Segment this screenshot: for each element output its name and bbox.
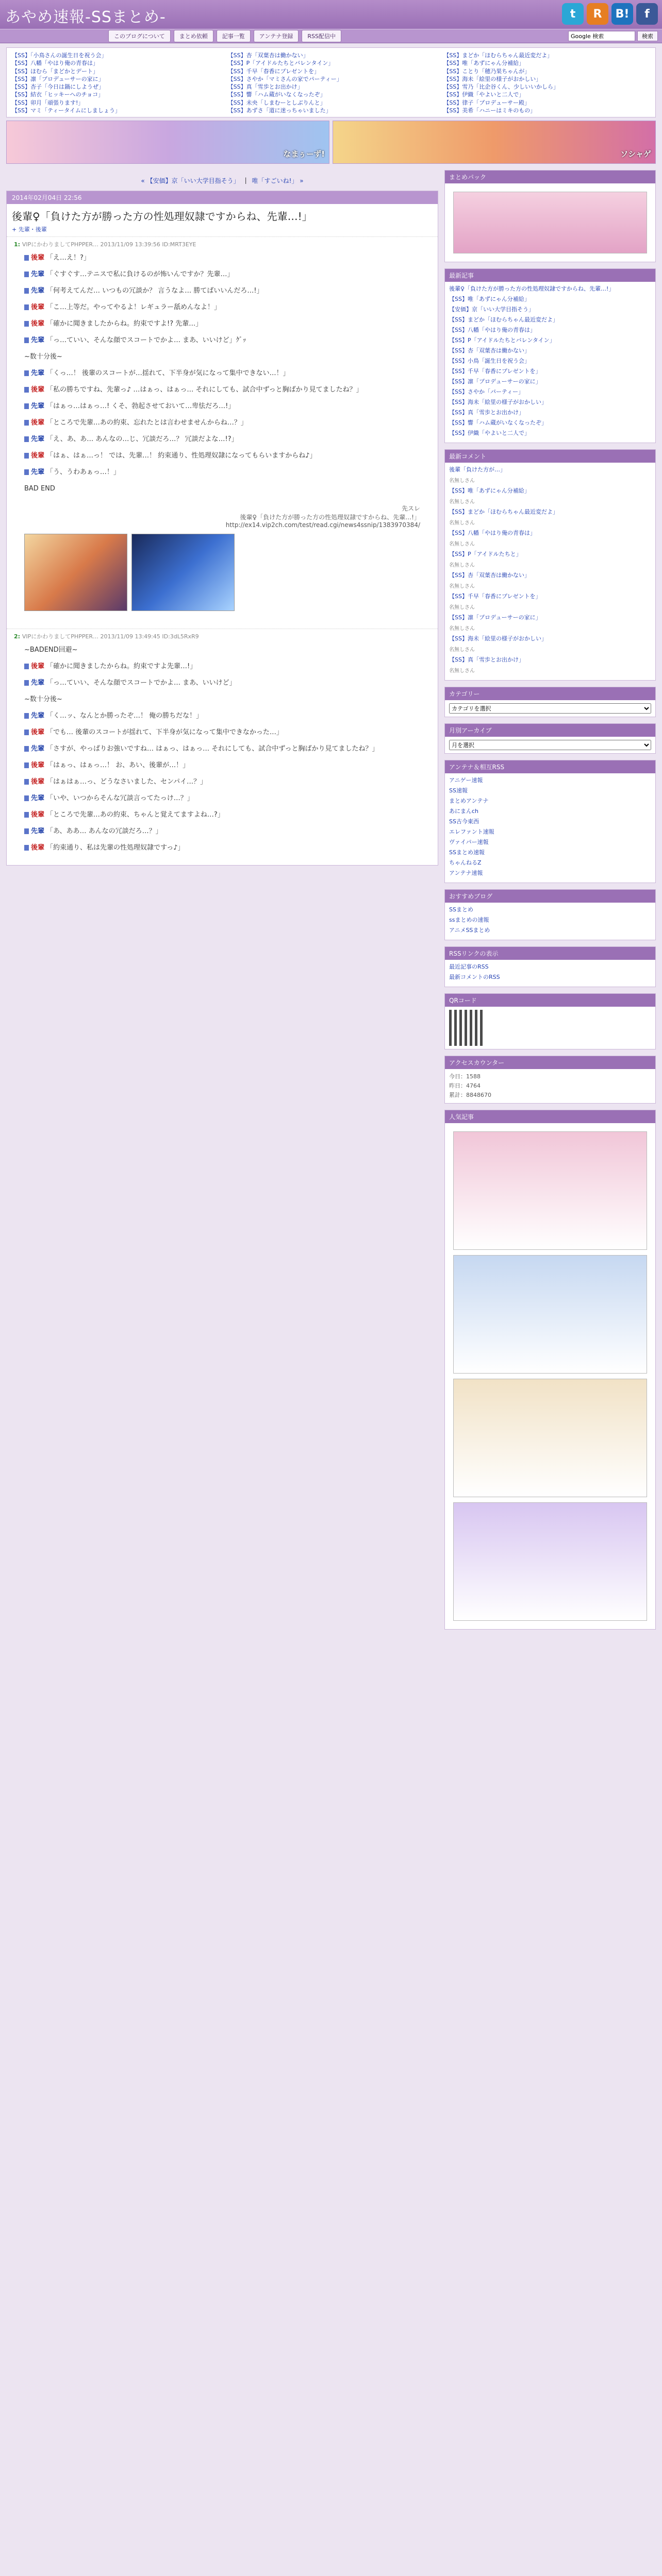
sidebar — [444, 170, 656, 1636]
dialogue-line — [24, 352, 420, 362]
top-link[interactable]: 【SS】P「アイドルたちとバレンタイン」 — [227, 60, 334, 67]
sidebar-body — [445, 463, 655, 680]
response-block — [7, 629, 438, 865]
dialogue-line — [24, 468, 420, 477]
recommended-blog-link[interactable]: アニメSSまとめ — [449, 927, 490, 934]
post-title[interactable]: 後輩♀「負けた方が勝った方の性処理奴隷ですからね、先輩…!」 — [12, 210, 312, 223]
dialogue-text: 「くっ…！ 後輩のスコートが…揺れて、下半身が気になって集中できない…！」 — [46, 369, 290, 377]
speech-marker-icon — [24, 288, 29, 294]
archive-select[interactable] — [449, 740, 651, 750]
top-link[interactable]: 【SS】八幡「やはり俺の青春は」 — [12, 60, 98, 67]
speaker-name: 先輩 — [31, 827, 45, 835]
speaker-name: 後輩 — [31, 761, 45, 769]
speech-marker-icon — [24, 828, 29, 834]
top-link[interactable]: 【SS】マミ「ティータイムにしましょう」 — [12, 107, 121, 114]
speaker-name: 後輩 — [31, 386, 45, 394]
recent-post-link[interactable]: 【安価】京「いい大学目指そう」 — [449, 306, 534, 313]
response-header — [14, 240, 431, 248]
dialogue-text: 「ところで先輩…あの約束、ちゃんと覚えてますよね…?」 — [46, 811, 224, 819]
top-link[interactable]: 【SS】千早「春香にプレゼントを」 — [227, 67, 320, 75]
sidebar-antenna — [444, 760, 656, 883]
speech-marker-icon — [24, 713, 29, 719]
recent-post-link[interactable]: 【SS】さやか「パーティー」 — [449, 388, 524, 395]
comment-post-link[interactable]: 【SS】杏「双葉杏は働かない」 — [449, 572, 530, 579]
dialogue-line — [24, 843, 420, 853]
dialogue-line — [24, 695, 420, 704]
dialogue-line — [24, 451, 420, 461]
post-category[interactable]: + 先輩・後輩 — [12, 226, 47, 233]
antenna-link[interactable]: ちゃんねるZ — [449, 859, 482, 866]
dialogue-text: 「う、うわあぁっ…！」 — [46, 468, 120, 476]
recent-post-link[interactable]: 【SS】小鳥「誕生日を祝う会」 — [449, 358, 530, 364]
dialogue-text: 「いや、いつからそんな冗談言ってたっけ…？」 — [46, 794, 194, 802]
dialogue-line — [24, 253, 420, 263]
top-link[interactable]: 【SS】杏「双葉杏は働かない」 — [227, 52, 309, 59]
dialogue-line — [24, 402, 420, 411]
sidebar-heading: 月別アーカイブ — [445, 724, 655, 737]
banner-row — [6, 121, 656, 164]
sidebar-heading: QRコード — [445, 994, 655, 1007]
recent-post-link[interactable]: 【SS】P「アイドルたちとバレンタイン」 — [449, 337, 555, 344]
dialogue-line — [24, 728, 420, 737]
speech-marker-icon — [24, 403, 29, 409]
dialogue-text: 「確かに聞きましたからね。約束ですよ!? 先輩…」 — [46, 320, 203, 328]
top-link[interactable]: 【SS】あずさ「道に迷っちゃいました」 — [227, 107, 332, 114]
top-link[interactable]: 【SS】卯月「頑張ります!」 — [12, 99, 84, 106]
sidebar-recommended — [444, 889, 656, 940]
speech-marker-icon — [24, 664, 29, 669]
thread-link-caption: 先スレ 後輩♀「負けた方が勝った方の性処理奴隷ですからね、先輩…!」 http://ex14.vip2ch.com/test/read.cgi/news4ssnip/1383970384/ — [225, 505, 420, 529]
recent-post-link[interactable]: 【SS】八幡「やはり俺の青春は」 — [449, 327, 536, 333]
comment-post-link[interactable]: 【SS】唯「あずにゃん分補給」 — [449, 487, 530, 494]
image-row — [24, 534, 420, 611]
sidebar-profile — [444, 170, 656, 262]
banner-label: なまぅーず! — [283, 149, 325, 159]
comment-author: 名無しさん — [449, 605, 475, 611]
speech-marker-icon — [24, 272, 29, 277]
sidebar-archive — [444, 723, 656, 754]
comment-post-link[interactable]: 【SS】凛「プロデューサーの家に」 — [449, 614, 541, 621]
nav-request[interactable]: まとめ依頼 — [174, 30, 213, 42]
comment-post-link[interactable]: 【SS】千早「春香にプレゼントを」 — [449, 593, 541, 600]
sidebar-category — [444, 687, 656, 717]
speaker-name: 先輩 — [31, 745, 45, 753]
response-header — [14, 632, 431, 640]
sidebar-heading: RSSリンクの表示 — [445, 947, 655, 960]
sidebar-access — [444, 1056, 656, 1104]
dialogue-text: 「ところで先輩…あの約束、忘れたとは言わせませんからね…？」 — [46, 419, 247, 427]
sidebar-heading: 人気記事 — [445, 1110, 655, 1123]
speech-marker-icon — [24, 779, 29, 785]
qr-code-image — [449, 1010, 485, 1046]
sidebar-body — [445, 960, 655, 987]
speaker-name: 先輩 — [31, 468, 45, 476]
search-button[interactable]: 検索 — [637, 31, 658, 41]
top-link[interactable]: 【SS】ほむら「まどかとデート」 — [12, 67, 98, 75]
rss-link[interactable]: 最近記事のRSS — [449, 963, 489, 970]
speaker-name: 先輩 — [31, 435, 45, 443]
dialogue-text: 「ぐすぐす…テニスで私に負けるのが怖いんですか？先輩…」 — [46, 270, 234, 278]
dialogue-text: BAD END — [24, 485, 55, 493]
dialogue-text: 「約束通り、私は先輩の性処理奴隷ですっ♪」 — [46, 844, 185, 852]
illustration-image[interactable] — [131, 534, 235, 611]
next-article-link[interactable]: 唯「すごいね!」 » — [252, 177, 304, 184]
rss-link[interactable]: 最新コメントのRSS — [449, 974, 500, 980]
sidebar-body — [445, 1123, 655, 1629]
dialogue-text: ~BADEND回避~ — [24, 646, 78, 654]
dialogue-line — [24, 418, 420, 428]
pager-separator: | — [244, 177, 247, 184]
nav-antenna[interactable]: アンテナ登録 — [254, 30, 299, 42]
responses — [7, 236, 438, 865]
top-link[interactable]: 【SS】唯「あずにゃん分補給」 — [443, 60, 525, 67]
antenna-link[interactable]: SS速報 — [449, 787, 468, 794]
speaker-name: 後輩 — [31, 254, 45, 262]
recent-post-link[interactable]: 【SS】海未「絵里の様子がおかしい」 — [449, 399, 547, 405]
sidebar-body — [445, 773, 655, 883]
dialogue-line — [24, 270, 420, 279]
speech-marker-icon — [24, 795, 29, 801]
top-link[interactable]: 【SS】さやか「マミさんの家でパーティー」 — [227, 75, 342, 82]
sidebar-recent — [444, 268, 656, 443]
comment-author: 名無しさん — [449, 584, 475, 589]
dialogue-line — [24, 662, 420, 671]
dialogue-line — [24, 777, 420, 787]
speech-marker-icon — [24, 370, 29, 376]
speaker-name: 後輩 — [31, 778, 45, 786]
dialogue-text: 「こ…上等だ。やってやるよ！レギュラー舐めんなよ！」 — [46, 303, 221, 311]
top-link[interactable]: 【SS】海未「絵里の様子がおかしい」 — [443, 75, 542, 82]
rss-icon[interactable]: R — [587, 3, 608, 25]
recent-post-link[interactable]: 【SS】響「ハム蔵がいなくなったぞ」 — [449, 419, 547, 426]
speech-marker-icon — [24, 680, 29, 686]
dialogue-text: ~数十分後~ — [24, 353, 62, 361]
sidebar-ad-image[interactable] — [453, 1255, 647, 1374]
speech-marker-icon — [24, 436, 29, 442]
antenna-link[interactable]: アンテナ速報 — [449, 870, 483, 876]
speaker-name: 先輩 — [31, 794, 45, 802]
dialogue-text: 「え、あ、あ… あんなの…じ、冗談だろ…？ 冗談だよな…!?」 — [46, 435, 238, 443]
nav-about[interactable]: このブログについて — [108, 30, 171, 42]
dialogue-line — [24, 744, 420, 754]
comment-post-link[interactable]: 【SS】八幡「やはり俺の青春は」 — [449, 530, 536, 536]
top-link[interactable]: 【SS】杏子「今日は鍋にしようぜ」 — [12, 83, 104, 90]
response-number[interactable]: 1: — [14, 241, 22, 248]
top-link[interactable]: 【SS】雪乃「比企谷くん、少しいいかしら」 — [443, 83, 559, 90]
banner-label: ソシャゲ — [620, 149, 651, 159]
recommended-blog-link[interactable]: SSまとめ — [449, 906, 473, 913]
antenna-link[interactable]: アニゲー速報 — [449, 777, 483, 784]
speaker-name: 後輩 — [31, 452, 45, 460]
sidebar-body — [445, 737, 655, 753]
sidebar-ad-image[interactable] — [453, 1379, 647, 1497]
speaker-name: 後輩 — [31, 320, 45, 328]
dialogue-text: ~数十分後~ — [24, 696, 62, 703]
main-column — [6, 170, 438, 866]
access-count: 累計：8848670 — [449, 1092, 491, 1098]
dialogue-line — [24, 286, 420, 296]
speech-marker-icon — [24, 321, 29, 327]
dialogue-text: 「っ…ていい、そんな顔でスコートでかよ… まあ、いいけど」 — [46, 679, 236, 687]
speech-marker-icon — [24, 255, 29, 261]
response-block — [7, 236, 438, 629]
comment-post-link[interactable]: 【SS】P「アイドルたちと」 — [449, 551, 522, 557]
category-select[interactable] — [449, 703, 651, 714]
dialogue-text: 「確かに聞きましたからね。約束ですよ先輩…!」 — [46, 663, 197, 670]
top-link[interactable]: 【SS】伊織「やよいと二人で」 — [443, 91, 525, 98]
sidebar-ad-image[interactable] — [453, 192, 647, 253]
speaker-name: 先輩 — [31, 402, 45, 410]
speaker-name: 後輩 — [31, 844, 45, 852]
sidebar-heading: アンテナ＆相互RSS — [445, 760, 655, 773]
dialogue-line — [24, 484, 420, 494]
post-date: 2014年02月04日 22:56 — [7, 191, 438, 204]
access-count: 昨日：4764 — [449, 1082, 481, 1089]
recent-post-link[interactable]: 【SS】伊織「やよいと二人で」 — [449, 430, 530, 436]
sidebar-heading: 最新記事 — [445, 269, 655, 282]
sidebar-body — [445, 903, 655, 940]
share-icons — [562, 3, 658, 25]
article — [6, 191, 438, 866]
facebook-icon[interactable]: f — [636, 3, 658, 25]
antenna-link[interactable]: エレファント速報 — [449, 828, 494, 835]
recommended-blog-link[interactable]: ssまとめの速報 — [449, 917, 489, 923]
antenna-link[interactable]: まとめアンテナ — [449, 798, 489, 804]
top-link[interactable]: 【SS】美希「ハニーはミキのもの」 — [443, 107, 536, 114]
dialogue-line — [24, 646, 420, 655]
comment-author: 名無しさん — [449, 563, 475, 568]
recent-post-link[interactable]: 【SS】まどか「ほむらちゃん最近変だよ」 — [449, 316, 558, 323]
dialogue-text: 「はぁ、はぁ…っ！ では、先輩…！ 約束通り、性処理奴隷になってもらいますからね♪」 — [46, 452, 317, 460]
dialogue-line — [24, 303, 420, 312]
recent-post-link[interactable]: 【SS】凛「プロデューサーの家に」 — [449, 378, 541, 385]
speech-marker-icon — [24, 762, 29, 768]
dialogue-text: 「はぁっ、はぁっ…！ お、あい、後輩が…！」 — [46, 761, 190, 769]
antenna-link[interactable]: SSまとめ速報 — [449, 849, 485, 856]
dialogue-line — [24, 810, 420, 820]
comment-post-link[interactable]: 後輩「負けた方が…」 — [449, 466, 506, 473]
dialogue-line — [24, 385, 420, 395]
top-link[interactable]: 【SS】真「雪歩とお出かけ」 — [227, 83, 303, 90]
sidebar-heading: 最新コメント — [445, 450, 655, 463]
speaker-name: 後輩 — [31, 728, 45, 736]
top-link[interactable]: 【SS】未央「しまむーとしぶりんと」 — [227, 99, 326, 106]
response-meta: VIPにかわりましてPHPPER… 2013/11/09 13:39:56 ID:MRT3EYE — [22, 241, 196, 248]
sidebar-body — [445, 1069, 655, 1103]
hatena-icon[interactable]: B! — [611, 3, 633, 25]
sidebar-heading: カテゴリー — [445, 687, 655, 700]
sidebar-comments — [444, 449, 656, 681]
sidebar-qr — [444, 993, 656, 1049]
speech-marker-icon — [24, 387, 29, 393]
speaker-name: 後輩 — [31, 419, 45, 427]
comment-author: 名無しさん — [449, 668, 475, 674]
speaker-name: 後輩 — [31, 811, 45, 819]
sidebar-body — [445, 700, 655, 717]
speaker-name: 後輩 — [31, 663, 45, 670]
dialogue-text: 「え…え！?」 — [46, 254, 90, 262]
dialogue-line — [24, 794, 420, 803]
dialogue-line — [24, 679, 420, 688]
dialogue-line — [24, 435, 420, 444]
banner-ad-2[interactable] — [333, 121, 656, 164]
recent-post-link[interactable]: 後輩♀「負けた方が勝った方の性処理奴隷ですからね、先輩…!」 — [449, 285, 615, 292]
sidebar-body — [445, 1007, 655, 1049]
recent-post-link[interactable]: 【SS】唯「あずにゃん分補給」 — [449, 296, 530, 302]
speech-marker-icon — [24, 812, 29, 818]
illustration-image[interactable] — [24, 534, 127, 611]
recent-post-link[interactable]: 【SS】真「雪歩とお出かけ」 — [449, 409, 524, 416]
comment-post-link[interactable]: 【SS】海未「絵里の様子がおかしい」 — [449, 635, 547, 642]
sidebar-ranking — [444, 1110, 656, 1630]
sidebar-heading: アクセスカウンター — [445, 1056, 655, 1069]
nav-rss[interactable]: RSS配信中 — [302, 30, 341, 42]
comment-post-link[interactable]: 【SS】真「雪歩とお出かけ」 — [449, 656, 524, 663]
dialogue-text: 「あ、ああ… あんなの冗談だろ…？」 — [46, 827, 162, 835]
speech-marker-icon — [24, 304, 29, 310]
top-link[interactable]: 【SS】まどか「ほむらちゃん最近変だよ」 — [443, 52, 553, 59]
sidebar-ad-image[interactable] — [453, 1502, 647, 1621]
speech-marker-icon — [24, 845, 29, 851]
prev-article-link[interactable]: « 【安価】京「いい大学目指そう」 — [141, 177, 240, 184]
speech-marker-icon — [24, 469, 29, 475]
recent-post-link[interactable]: 【SS】千早「春香にプレゼントを」 — [449, 368, 541, 375]
access-count: 今日：1588 — [449, 1073, 481, 1080]
sidebar-heading: おすすめブログ — [445, 890, 655, 903]
top-link-list — [6, 47, 656, 117]
pager — [6, 170, 438, 191]
comment-author: 名無しさん — [449, 478, 475, 484]
top-link[interactable]: 【SS】「小鳥さんの誕生日を祝う会」 — [12, 52, 107, 59]
speech-marker-icon — [24, 453, 29, 459]
dialogue-text: 「はぁっ…はぁっ…! くそ、勃起させておいて…卑怯だろ…!」 — [46, 402, 235, 410]
speech-marker-icon — [24, 746, 29, 752]
site-title[interactable]: あやめ速報-SSまとめ- — [5, 8, 166, 26]
comment-author: 名無しさん — [449, 541, 475, 547]
sidebar-ad-image[interactable] — [453, 1131, 647, 1250]
nav-articles[interactable]: 記事一覧 — [217, 30, 251, 42]
top-link[interactable]: 【SS】凛「プロデューサーの家に」 — [12, 75, 104, 82]
speaker-name: 先輩 — [31, 270, 45, 278]
dialogue-line — [24, 319, 420, 329]
speech-marker-icon — [24, 337, 29, 343]
response-meta: VIPにかわりましてPHPPER… 2013/11/09 13:49:45 ID:3dL5RxR9 — [22, 633, 199, 640]
comment-author: 名無しさん — [449, 626, 475, 632]
top-link[interactable]: 【SS】響「ハム蔵がいなくなったぞ」 — [227, 91, 326, 98]
dialogue-line — [24, 369, 420, 378]
comment-author: 名無しさん — [449, 647, 475, 653]
dialogue-line — [24, 336, 420, 345]
nav-bar — [0, 29, 662, 43]
twitter-icon[interactable]: t — [562, 3, 584, 25]
top-link[interactable]: 【SS】ことり「穂乃果ちゃんが」 — [443, 67, 531, 75]
response-number[interactable]: 2: — [14, 633, 22, 640]
dialogue-text: 「さすが、やっぱりお強いですね… はぁっ、はぁっ… それにしても、試合中ずっと胸ばかり見てましたね？」 — [46, 745, 379, 753]
speaker-name: 先輩 — [31, 287, 45, 295]
antenna-link[interactable]: あにまんch — [449, 808, 479, 815]
speech-marker-icon — [24, 420, 29, 426]
dialogue-text: 「はぁはぁ…っ、どうなさいました、センパイ…？」 — [46, 778, 207, 786]
speaker-name: 先輩 — [31, 369, 45, 377]
dialogue-text: 「何考えてんだ… いつもの冗談か？ 言うなよ… 勝てばいいんだろ…!」 — [46, 287, 263, 295]
dialogue-line — [24, 761, 420, 770]
dialogue-text: 「っ…ていい、そんな顔でスコートでかよ… まあ、いいけど」ｸﾞｯ — [46, 336, 246, 344]
speech-marker-icon — [24, 730, 29, 735]
sidebar-body — [445, 282, 655, 443]
speaker-name: 先輩 — [31, 712, 45, 720]
antenna-link[interactable]: SS古今東西 — [449, 818, 479, 825]
comment-post-link[interactable]: 【SS】まどか「ほむらちゃん最近変だよ」 — [449, 509, 558, 515]
top-link[interactable]: 【SS】結衣「ヒッキーへのチョコ」 — [12, 91, 104, 98]
speaker-name: 先輩 — [31, 336, 45, 344]
site-header — [0, 0, 662, 29]
dialogue-text: 「私の勝ちですね、先輩っ♪ …はぁっ、はぁっ… それにしても、試合中ずっと胸ばかり見てましたね？」 — [46, 386, 363, 394]
banner-ad-1[interactable] — [6, 121, 329, 164]
speaker-name: 後輩 — [31, 303, 45, 311]
dialogue-line — [24, 827, 420, 836]
comment-author: 名無しさん — [449, 520, 475, 526]
sidebar-body — [445, 183, 655, 262]
speaker-name: 先輩 — [31, 679, 45, 687]
dialogue-text: 「く…ッ、なんとか勝ったぞ…！ 俺の勝ちだな！」 — [46, 712, 203, 720]
comment-author: 名無しさん — [449, 499, 475, 505]
recent-post-link[interactable]: 【SS】杏「双葉杏は働かない」 — [449, 347, 530, 354]
search-form — [568, 31, 658, 41]
search-input[interactable] — [568, 31, 635, 41]
antenna-link[interactable]: ヴァイパー速報 — [449, 839, 489, 845]
sidebar-heading: まとめパック — [445, 171, 655, 183]
dialogue-line — [24, 711, 420, 721]
dialogue-text: 「でも… 後輩のスコートが揺れて、下半身が気になって集中できなかった…」 — [46, 728, 283, 736]
sidebar-rss — [444, 946, 656, 987]
top-link[interactable]: 【SS】律子「プロデューサー殿」 — [443, 99, 530, 106]
